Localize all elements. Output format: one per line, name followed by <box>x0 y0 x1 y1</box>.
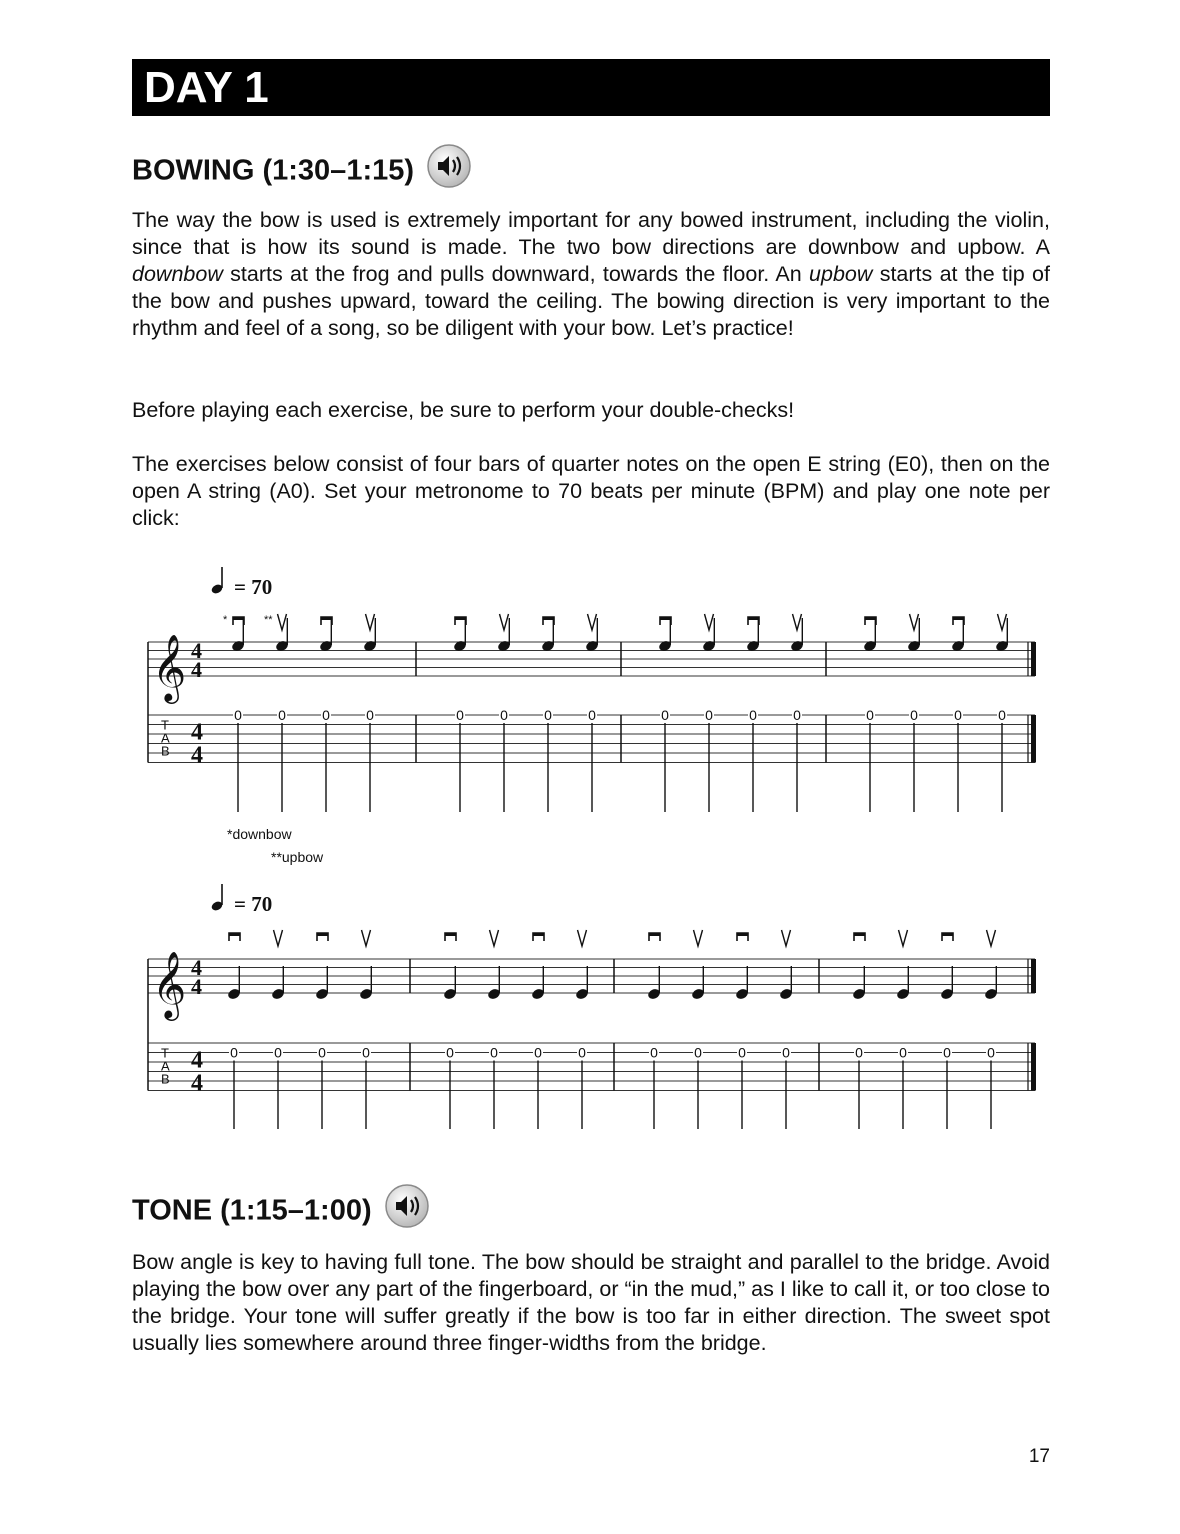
exercise-a-string-notation <box>140 882 1050 1132</box>
footnote-upbow: **upbow <box>271 849 324 865</box>
upbow-mark <box>899 930 908 946</box>
tab-time-signature-bottom: 4 <box>191 742 203 769</box>
tab-fret-number: 0 <box>661 707 669 723</box>
tab-fret-number: 0 <box>899 1044 907 1061</box>
downbow-mark-bar <box>953 617 964 620</box>
downbow-mark-bar <box>942 933 953 936</box>
tab-fret-number: 0 <box>318 1044 326 1061</box>
bowing-heading-text: BOWING (1:30–1:15) <box>132 154 415 187</box>
upbow-mark <box>578 930 587 946</box>
treble-clef: 𝄞 <box>152 950 187 1018</box>
upbow-mark <box>490 930 499 946</box>
bowing-paragraph-2: Before playing each exercise, be sure to perform your double-checks! <box>132 398 795 422</box>
downbow-mark-bar <box>321 617 332 620</box>
final-thick-barline <box>1031 959 1036 993</box>
tab-fret-number: 0 <box>366 707 374 723</box>
tab-fret-number: 0 <box>694 1044 702 1061</box>
tab-fret-number: 0 <box>322 707 330 723</box>
tab-fret-number: 0 <box>534 1044 542 1061</box>
day-banner <box>132 59 1050 116</box>
time-signature-bottom: 4 <box>191 657 202 682</box>
upbow-mark <box>793 614 802 630</box>
time-signature-top: 4 <box>191 955 202 980</box>
time-signature-bottom: 4 <box>191 974 202 999</box>
exercise-e-string-notation <box>140 565 1050 815</box>
tab-fret-number: 0 <box>278 707 286 723</box>
tab-fret-number: 0 <box>456 707 464 723</box>
emphasis-upbow: upbow <box>809 262 873 286</box>
treble-clef: 𝄞 <box>152 633 187 701</box>
downbow-mark-bar <box>455 617 466 620</box>
tab-fret-number: 0 <box>954 707 962 723</box>
tab-fret-number: 0 <box>650 1044 658 1061</box>
tab-fret-number: 0 <box>987 1044 995 1061</box>
tab-fret-number: 0 <box>588 707 596 723</box>
emphasis-downbow: downbow <box>132 262 223 286</box>
tone-heading-text: TONE (1:15–1:00) <box>132 1194 372 1227</box>
time-signature-top: 4 <box>191 638 202 663</box>
upbow-mark <box>278 614 287 630</box>
footnote-downbow: *downbow <box>227 826 292 842</box>
downbow-mark-bar <box>854 933 865 936</box>
upbow-mark <box>366 614 375 630</box>
tab-letter: T <box>161 1045 169 1061</box>
downbow-mark-bar <box>543 617 554 620</box>
tab-fret-number: 0 <box>943 1044 951 1061</box>
tab-fret-number: 0 <box>855 1044 863 1061</box>
downbow-mark-bar <box>229 933 240 936</box>
tab-letter: B <box>161 743 170 759</box>
tab-fret-number: 0 <box>910 707 918 723</box>
tone-heading <box>132 1185 430 1239</box>
upbow-mark <box>694 930 703 946</box>
tab-fret-number: 0 <box>705 707 713 723</box>
tab-letter: A <box>161 730 170 746</box>
tab-fret-number: 0 <box>234 707 242 723</box>
tab-fret-number: 0 <box>230 1044 238 1061</box>
tempo-marking: = 70 <box>234 575 273 599</box>
downbow-mark-bar <box>865 617 876 620</box>
footnote-marker: * <box>223 614 228 626</box>
tab-final-thick-barline <box>1031 715 1036 763</box>
downbow-mark-bar <box>649 933 660 936</box>
bowing-heading <box>132 145 472 199</box>
tab-final-thick-barline <box>1031 1043 1036 1091</box>
tab-fret-number: 0 <box>738 1044 746 1061</box>
tab-fret-number: 0 <box>362 1044 370 1061</box>
downbow-mark-bar <box>317 933 328 936</box>
upbow-mark <box>362 930 371 946</box>
upbow-mark <box>274 930 283 946</box>
bowing-paragraph-1: The way the bow is used is extremely important for any bowed instrument, including the violin, since that is how its sound is made. The two bow directions are downbow and upbow. A downbow starts at the frog and pulls downward, towards the floor. An upbow starts at the tip of the bow and pushes upward, toward the ceiling. The bowing direction is very important to the rhythm and feel of a song, so be diligent with your bow. Let’s practice! <box>132 208 1050 340</box>
tab-fret-number: 0 <box>500 707 508 723</box>
bowing-paragraph-3: The exercises below consist of four bars of quarter notes on the open E string (E0), then on the open A string (A0). Set your metronome to 70 beats per minute (BPM) and play one note per click: <box>132 452 1050 530</box>
downbow-mark-bar <box>533 933 544 936</box>
upbow-mark <box>910 614 919 630</box>
tab-time-signature-top: 4 <box>191 719 203 746</box>
downbow-mark-bar <box>233 617 244 620</box>
upbow-mark <box>782 930 791 946</box>
final-thick-barline <box>1031 642 1036 676</box>
upbow-mark <box>588 614 597 630</box>
downbow-mark-bar <box>660 617 671 620</box>
tab-fret-number: 0 <box>782 1044 790 1061</box>
tab-fret-number: 0 <box>490 1044 498 1061</box>
tab-letter: T <box>161 717 169 733</box>
tab-fret-number: 0 <box>578 1044 586 1061</box>
tab-fret-number: 0 <box>998 707 1006 723</box>
downbow-mark-bar <box>445 933 456 936</box>
tab-fret-number: 0 <box>866 707 874 723</box>
tab-time-signature-bottom: 4 <box>191 1070 203 1097</box>
speaker-icon[interactable] <box>426 143 472 197</box>
tab-letter: B <box>161 1071 170 1087</box>
tempo-marking: = 70 <box>234 892 273 916</box>
tab-fret-number: 0 <box>544 707 552 723</box>
tab-time-signature-top: 4 <box>191 1047 203 1074</box>
speaker-icon[interactable] <box>384 1183 430 1237</box>
day-title: DAY 1 <box>144 63 269 112</box>
tab-fret-number: 0 <box>446 1044 454 1061</box>
tab-fret-number: 0 <box>793 707 801 723</box>
tone-paragraph: Bow angle is key to having full tone. The bow should be straight and parallel to the bridge. Avoid playing the bow over any part of the fingerboard, or “in the mud,” as I like to call it, or too close to the bridge. Your tone will suffer greatly if the bow is too far in either direction. The sweet spot usually lies somewhere around three finger-widths from the bridge. <box>132 1250 1050 1355</box>
upbow-mark <box>500 614 509 630</box>
tab-fret-number: 0 <box>274 1044 282 1061</box>
downbow-mark-bar <box>737 933 748 936</box>
footnote-marker: ** <box>264 614 273 626</box>
page-number: 17 <box>1028 1446 1050 1467</box>
tab-fret-number: 0 <box>749 707 757 723</box>
upbow-mark <box>987 930 996 946</box>
tab-letter: A <box>161 1058 170 1074</box>
upbow-mark <box>998 614 1007 630</box>
downbow-mark-bar <box>748 617 759 620</box>
upbow-mark <box>705 614 714 630</box>
